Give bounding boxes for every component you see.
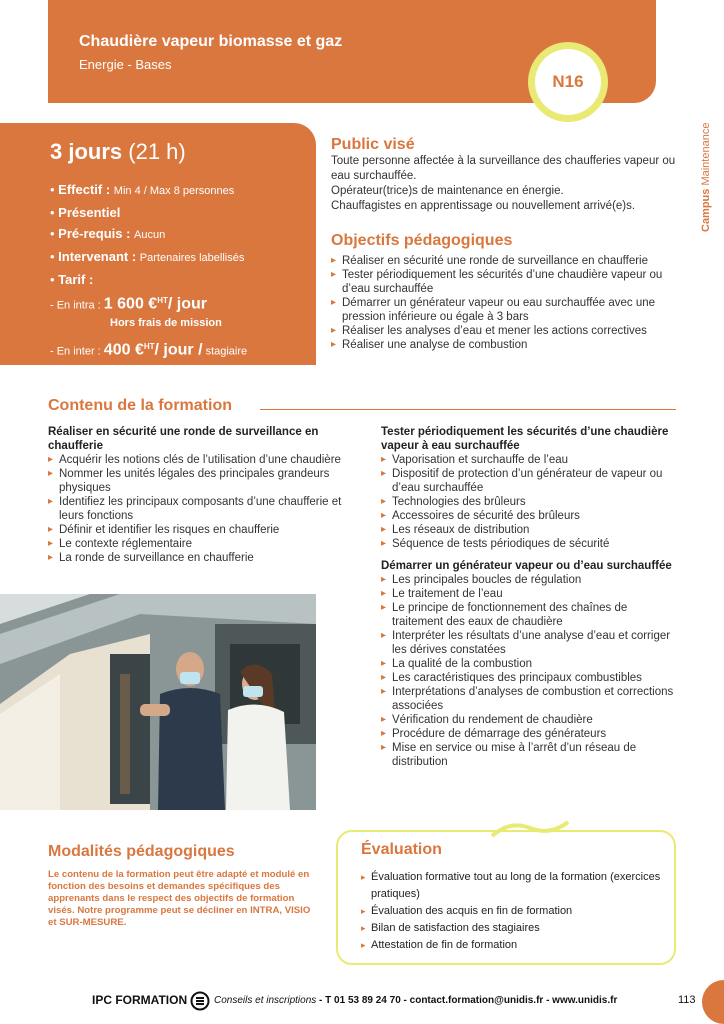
inter-unit: / jour /: [154, 341, 203, 359]
page-number: 113: [678, 994, 696, 1006]
contenu-subhead: Réaliser en sécurité une ronde de surveillance en chaufferie: [48, 426, 319, 452]
objectif-item: ▸ Réaliser une analyse de combustion: [331, 338, 691, 352]
intra-label: - En intra :: [50, 299, 104, 312]
course-subtitle: Energie - Bases: [79, 57, 172, 72]
list-item: ▸ Les réseaux de distribution: [381, 523, 681, 537]
evaluation-item: ▸ Évaluation des acquis en fin de formation: [361, 903, 671, 920]
course-code: N16: [535, 49, 601, 115]
evaluation-item: ▸ Attestation de fin de formation: [361, 937, 671, 954]
public-section: [331, 136, 691, 214]
list-item: ▸ Vérification du rendement de chaudière: [381, 713, 681, 727]
intra-ht: HT: [157, 296, 168, 305]
list-item: ▸ Mise en service ou mise à l’arrêt d’un réseau de distribution: [381, 741, 681, 769]
inter-row: [50, 336, 316, 362]
objectif-item: ▸ Réaliser les analyses d’eau et mener les actions correctives: [331, 324, 691, 338]
side-tab: [700, 123, 712, 232]
presentiel-label: Présentiel: [58, 205, 121, 220]
list-item: ▸ Dispositif de protection d’un générateur de vapeur ou d’eau surchauffée: [381, 467, 681, 495]
list-item: ▸ Le principe de fonctionnement des chaînes de traitement des eaux de chaudière: [381, 601, 681, 629]
presentiel-row: • Présentiel: [50, 205, 121, 220]
intra-note: Hors frais de mission: [110, 317, 222, 330]
footer-brand: IPC FORMATION: [92, 993, 188, 1007]
contenu-subhead: Tester périodiquement les sécurités d’une chaudière vapeur à eau surchauffée: [381, 426, 669, 452]
course-code-badge: [528, 42, 608, 122]
info-box: [0, 123, 316, 365]
list-item: ▸ Le contexte réglementaire: [48, 537, 348, 551]
evaluation-list: [361, 869, 671, 954]
duration-hours: (21 h): [122, 139, 186, 164]
list-item: ▸ Les principales boucles de régulation: [381, 573, 681, 587]
list-item: ▸ Interprétations d’analyses de combustion et corrections associées: [381, 685, 681, 713]
objectif-item: ▸ Réaliser en sécurité une ronde de surveillance en chaufferie: [331, 254, 691, 268]
objectifs-list: [331, 254, 691, 352]
modalites-text: Le contenu de la formation peut être adapté et modulé en fonction des besoins et demandes spécifiques des apprenants dans le respect des objectifs de formation visés. Notre programme peut se décliner en INTRA, VISIO et SUR-MESURE.: [48, 869, 311, 928]
public-title: Public visé: [331, 136, 415, 153]
list-item: ▸ La qualité de la combustion: [381, 657, 681, 671]
list-item: ▸ Les caractéristiques des principaux combustibles: [381, 671, 681, 685]
prerequis-value: Aucun: [134, 229, 166, 241]
evaluation-title: Évaluation: [361, 841, 442, 858]
ipc-logo-icon: [190, 991, 210, 1011]
tarif-row: • Tarif :: [50, 272, 94, 287]
list-item: ▸ Séquence de tests périodiques de sécurité: [381, 537, 681, 551]
inter-ht: HT: [143, 342, 155, 352]
objectifs-section: [331, 232, 691, 352]
list-item: ▸ Le traitement de l’eau: [381, 587, 681, 601]
intervenant-row: • Intervenant : Partenaires labellisés: [50, 249, 245, 264]
duration: [50, 139, 316, 165]
list-item: ▸ Technologies des brûleurs: [381, 495, 681, 509]
list-item: ▸ Nommer les unités légales des principales grandeurs physiques: [48, 467, 348, 495]
corner-decoration: [702, 980, 724, 1024]
footer-contact-label: Conseils et inscriptions: [214, 995, 317, 1006]
intervenant-label: Intervenant :: [58, 249, 140, 264]
objectifs-title: Objectifs pédagogiques: [331, 232, 513, 249]
side-tab-bold: Campus: [700, 188, 712, 232]
evaluation-item: ▸ Bilan de satisfaction des stagiaires: [361, 920, 671, 937]
list-item: ▸ Vaporisation et surchauffe de l’eau: [381, 453, 681, 467]
effectif-value: Min 4 / Max 8 personnes: [113, 185, 235, 197]
prerequis-label: Pré-requis :: [58, 226, 135, 241]
side-tab-rest: Maintenance: [700, 122, 712, 189]
contenu-list: [381, 573, 681, 769]
duration-days: 3 jours: [50, 139, 123, 164]
effectif-row: • Effectif : Min 4 / Max 8 personnes: [50, 182, 235, 197]
list-item: ▸ Interpréter les résultats d’une analyse d’eau et corriger les dérives constatées: [381, 629, 681, 657]
intra-unit: / jour: [167, 295, 207, 313]
training-photo: [0, 594, 316, 810]
evaluation-section: [361, 841, 671, 954]
evaluation-item: ▸ Évaluation formative tout au long de la formation (exercices pratiques): [361, 869, 671, 903]
inter-price: 400 €: [103, 341, 144, 359]
public-line: Chauffagistes en apprentissage ou nouvellement arrivé(e)s.: [331, 200, 636, 212]
modalites-title: Modalités pédagogiques: [48, 843, 235, 860]
prerequis-row: • Pré-requis : Aucun: [50, 226, 166, 241]
contenu-list: [381, 453, 681, 551]
intervenant-value: Partenaires labellisés: [139, 252, 245, 264]
list-item: ▸ Accessoires de sécurité des brûleurs: [381, 509, 681, 523]
objectif-item: ▸ Démarrer un générateur vapeur ou eau surchauffée avec une pression inférieure ou égale à 3 bars: [331, 296, 691, 324]
public-line: Toute personne affectée à la surveillance des chaufferies vapeur ou eau surchauffée.: [331, 155, 676, 182]
list-item: ▸ Acquérir les notions clés de l’utilisation d’une chaudière: [48, 453, 348, 467]
list-item: ▸ Procédure de démarrage des générateurs: [381, 727, 681, 741]
list-item: ▸ Identifiez les principaux composants d’une chaufferie et leurs fonctions: [48, 495, 348, 523]
list-item: ▸ Définir et identifier les risques en chaufferie: [48, 523, 348, 537]
course-title: Chaudière vapeur biomasse et gaz: [79, 33, 343, 50]
inter-suffix: stagiaire: [202, 345, 248, 358]
contenu-right-column: [381, 425, 681, 777]
contenu-list: [48, 453, 348, 565]
modalites-section: [48, 843, 318, 929]
objectif-item: ▸ Tester périodiquement les sécurités d’une chaudière vapeur ou d’eau surchauffée: [331, 268, 691, 296]
intra-row: [50, 290, 316, 316]
intra-price: 1 600 €: [103, 295, 158, 313]
contenu-title: Contenu de la formation: [48, 397, 232, 414]
inter-label: - En inter :: [50, 345, 104, 358]
contenu-left-column: [48, 425, 348, 573]
footer: [0, 993, 724, 1013]
footer-contact-details: - T 01 53 89 24 70 - contact.formation@unidis.fr - www.unidis.fr: [316, 995, 618, 1006]
contenu-subhead: Démarrer un générateur vapeur ou d’eau surchauffée: [381, 560, 672, 572]
contenu-divider: [260, 409, 676, 410]
effectif-label: Effectif :: [58, 182, 114, 197]
public-line: Opérateur(trice)s de maintenance en énergie.: [331, 185, 564, 197]
footer-contact: [214, 995, 617, 1006]
list-item: ▸ La ronde de surveillance en chaufferie: [48, 551, 348, 565]
tarif-label: Tarif :: [58, 272, 94, 287]
photo-illustration: [0, 594, 316, 810]
